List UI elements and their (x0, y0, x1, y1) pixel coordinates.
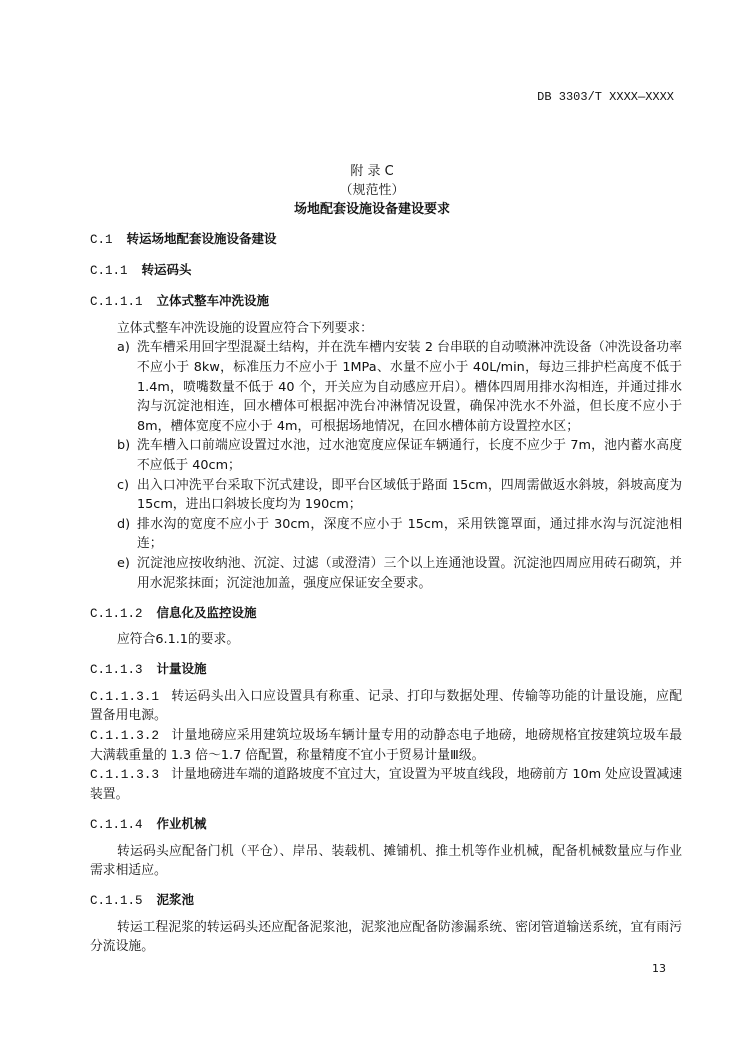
section-heading-c113: C.1.1.3 计量设施 (90, 661, 207, 678)
paragraph: 转运码头应配备门机（平仓）、岸吊、装载机、摊铺机、推土机等作业机械，配备机械数量应与作业需求相适应。 (90, 843, 682, 879)
paragraph: 转运工程泥浆的转运码头还应配备泥浆池，泥浆池应配备防渗漏系统、密闭管道输送系统，宜有雨污分流设施。 (90, 919, 682, 955)
appendix-label: 附 录 C (350, 164, 394, 179)
document-code: DB 3303/T XXXX—XXXX (537, 90, 674, 104)
list-item: a) 洗车槽采用回字型混凝土结构，并在洗车槽内安装 2 台串联的自动喷淋冲洗设备（冲洗设备功率不应小于 8kw，标准压力不应小于 1MPa、水量不应小于 40L/min，每边三排护栏高度不低于 1.4m，喷嘴数量不低于 40 个，开关应为自动感应开启）。槽体四周用排水沟相连，并通过排水沟与沉淀池相连，回水槽体可根据冲洗台冲淋情况设置，确保冲洗水不外溢，但长度不应小于 8m，槽体宽度不应小于 4m，可根据场地情况，在回水槽体前方设置控水区； (117, 340, 682, 434)
appendix-type: （规范性） (339, 183, 405, 198)
section-heading-c115: C.1.1.5 泥浆池 (90, 892, 195, 909)
list-item: d) 排水沟的宽度不应小于 30cm，深度不应小于 15cm，采用铁篦罩面，通过排水沟与沉淀池相连； (117, 516, 682, 552)
section-heading-c1: C.1 转运场地配套设施设备建设 (90, 231, 277, 247)
section-heading-c111: C.1.1.1 立体式整车冲洗设施 (90, 293, 270, 310)
section-heading-c114: C.1.1.4 作业机械 (90, 815, 207, 832)
appendix-title: 场地配套设施设备建设要求 (293, 202, 450, 217)
paragraph: 应符合6.1.1的要求。 (117, 632, 240, 648)
clause-c1133: C.1.1.3.3 计量地磅进车端的道路坡度不宜过大，宜设置为平坡直线段，地磅前方 10m 处应设置减速装置。 (90, 767, 682, 802)
list-item: e) 沉淀池应按收纳池、沉淀、过滤（或澄清）三个以上连通池设置。沉淀池四周应用砖石砌筑，并用水泥浆抹面；沉淀池加盖，强度应保证安全要求。 (117, 555, 682, 591)
list-item: c) 出入口冲洗平台采取下沉式建设，即平台区域低于路面 15cm，四周需做返水斜坡，斜坡高度为 15cm，进出口斜坡长度均为 190cm； (117, 477, 682, 513)
clause-c1131: C.1.1.3.1 转运码头出入口应设置具有称重、记录、打印与数据处理、传输等功能的计量设施，应配置备用电源。 (90, 688, 682, 724)
section-heading-c112: C.1.1.2 信息化及监控设施 (90, 604, 257, 621)
intro-paragraph: 立体式整车冲洗设施的设置应符合下列要求： (117, 320, 373, 336)
list-item: b) 洗车槽入口前端应设置过水池，过水池宽度应保证车辆通行，长度不应少于 7m，池内蓄水高度不应低于 40cm； (117, 438, 682, 473)
page-number: 13 (652, 962, 666, 975)
section-heading-c11: C.1.1 转运码头 (90, 262, 192, 279)
clause-c1132: C.1.1.3.2 计量地磅应采用建筑垃圾场车辆计量专用的动静态电子地磅，地磅规格宜按建筑垃圾车最大满载重量的 1.3 倍～1.7 倍配置，称量精度不宜小于贸易计量Ⅲ级。 (90, 728, 682, 763)
